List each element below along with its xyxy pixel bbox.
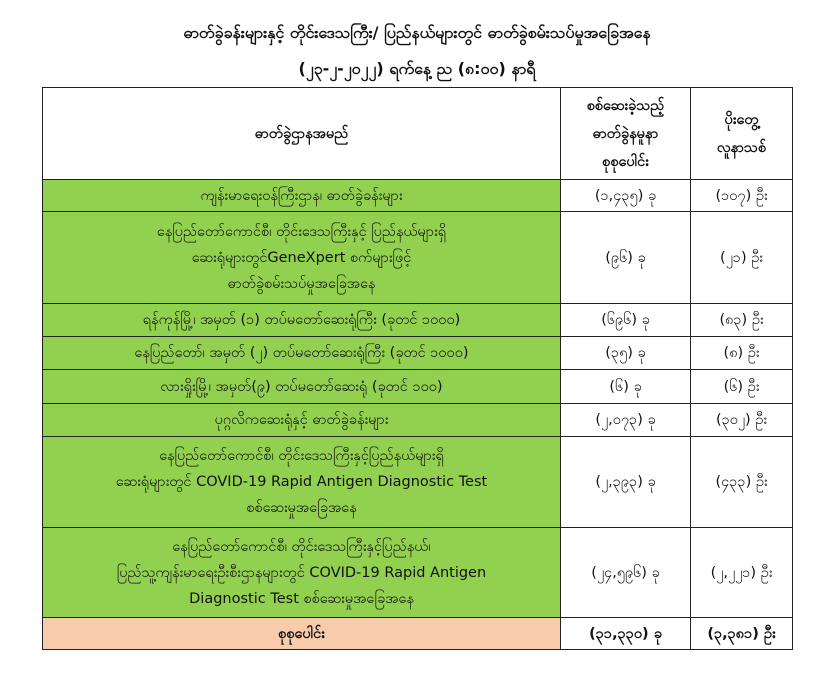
tested-count-cell: (၂,၃၉၃) ခု — [561, 437, 691, 528]
report-title: ဓာတ်ခွဲခန်းများနှင့် တိုင်းဒေသကြီး/ ပြည်နယ်များတွင် ဓာတ်ခွဲစမ်းသပ်မှုအခြေအနေ — [183, 23, 651, 42]
tested-count-cell: (၆) ခု — [561, 370, 691, 404]
total-row — [43, 618, 793, 650]
positive-count-cell: (၂,၂၂၁) ဦး — [691, 528, 793, 618]
facility-name-line: လားရှိုးမြို့၊ အမှတ်(၉) တပ်မတော်ဆေးရုံ (ခုတင် ၁၀၀) — [160, 378, 443, 395]
table-row — [43, 180, 793, 212]
facility-name-line: ပြည်သူ့ကျန်းမာရေးဦးစီးဌာနများတွင် COVID-19 Rapid Antigen — [116, 564, 487, 581]
lab-testing-table — [42, 87, 793, 650]
facility-name-cell — [43, 404, 561, 437]
positive-count-cell: (၈၃) ဦး — [691, 304, 793, 337]
facility-name-line: ကျန်းမာရေးဝန်ကြီးဌာန၊ ဓာတ်ခွဲခန်းများ — [200, 187, 403, 204]
facility-name-line: စစ်ဆေးမှုအခြေအနေ — [246, 500, 357, 516]
facility-name-cell — [43, 304, 561, 337]
header-tested-line: ဓာတ်ခွဲနမူနာ — [592, 125, 659, 142]
positive-count-cell: (၁၀၇) ဦး — [691, 180, 793, 212]
table-row — [43, 212, 793, 304]
positive-count-cell: (၂၁) ဦး — [691, 212, 793, 304]
tested-count-cell: (၉၆) ခု — [561, 212, 691, 304]
header-tested-line: စုစုပေါင်း — [602, 153, 649, 170]
facility-name-line: ဆေးရုံများတွင်GeneXpert စက်များဖြင့် — [191, 249, 412, 266]
facility-name-line: ဓာတ်ခွဲစမ်းသပ်မှုအခြေအနေ — [227, 275, 376, 292]
facility-name-cell — [43, 180, 561, 212]
total-tested-cell: (၃၁,၃၃၀) ခု — [561, 618, 691, 650]
table-row — [43, 528, 793, 618]
header-positive-line: ပိုးတွေ့ — [724, 111, 759, 128]
table-row — [43, 337, 793, 370]
facility-name-line: နေပြည်တော်ကောင်စီ၊ တိုင်းဒေသကြီးနှင့်ပြည်နယ်များရှိ — [159, 448, 444, 464]
table-row — [43, 437, 793, 528]
positive-count-cell: (၄၃၃) ဦး — [691, 437, 793, 528]
report-date: (၂၃-၂-၂၀၂၂) ရက်နေ့ ည (၈:၀၀) နာရီ — [298, 59, 536, 78]
facility-name-line: နေပြည်တော်၊ အမှတ် (၂) တပ်မတော်ဆေးရုံကြီး (ခုတင် ၁၀၀၀) — [134, 345, 469, 361]
facility-name-line: နေပြည်တော်ကောင်စီ၊ တိုင်းဒေသကြီးနှင့် ပြည်နယ်များရှိ — [156, 223, 447, 240]
tested-count-cell: (၂,၀၇၃) ခု — [561, 404, 691, 437]
tested-count-cell: (၃၅) ခု — [561, 337, 691, 370]
facility-name-cell — [43, 370, 561, 404]
total-label-cell: စုစုပေါင်း — [43, 618, 561, 650]
table-row — [43, 370, 793, 404]
facility-name-cell — [43, 528, 561, 618]
header-tested — [561, 88, 691, 180]
facility-name-line: ဆေးရုံများတွင် COVID-19 Rapid Antigen Diagnostic Test — [115, 474, 488, 490]
table-row — [43, 304, 793, 337]
facility-name-line: ရန်ကုန်မြို့၊ အမှတ် (၁) တပ်မတော်ဆေးရုံကြီး (ခုတင် ၁၀၀၀) — [142, 312, 461, 328]
facility-name-line: ပုဂ္ဂလိကဆေးရုံနှင့် ဓာတ်ခွဲခန်းများ — [214, 412, 389, 428]
facility-name-cell — [43, 212, 561, 304]
table-header-row — [43, 88, 793, 180]
tested-count-cell: (၆၉၆) ခု — [561, 304, 691, 337]
total-positive-cell: (၃,၃၈၁) ဦး — [691, 618, 793, 650]
table-row — [43, 404, 793, 437]
header-positive-line: လူနာသစ် — [716, 139, 767, 156]
facility-name-line: နေပြည်တော်ကောင်စီ၊ တိုင်းဒေသကြီးနှင့်ပြည်နယ်၊ — [172, 538, 431, 555]
header-facility: ဓာတ်ခွဲဌာနအမည် — [43, 88, 561, 180]
tested-count-cell: (၁,၄၃၅) ခု — [561, 180, 691, 212]
facility-name-cell — [43, 337, 561, 370]
positive-count-cell: (၃၀၂) ဦး — [691, 404, 793, 437]
positive-count-cell: (၈) ဦး — [691, 337, 793, 370]
facility-name-cell — [43, 437, 561, 528]
header-tested-line: စစ်ဆေးခဲ့သည့် — [586, 97, 665, 114]
header-positive — [691, 88, 793, 180]
facility-name-line: Diagnostic Test စစ်ဆေးမှုအခြေအနေ — [189, 590, 414, 607]
positive-count-cell: (၆) ဦး — [691, 370, 793, 404]
tested-count-cell: (၂၄,၅၉၆) ခု — [561, 528, 691, 618]
